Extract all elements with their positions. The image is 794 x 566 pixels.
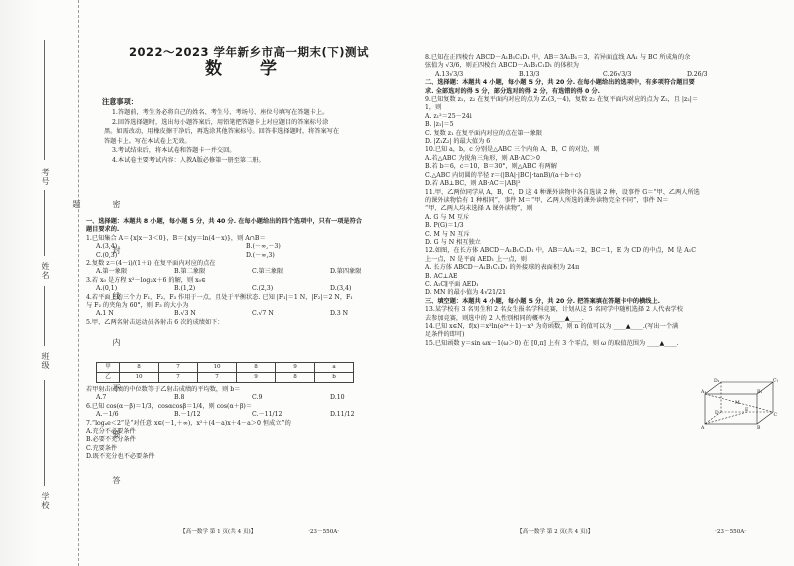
option-b: B.(－∞,－3) (246, 243, 281, 251)
option-d: D.3 N (330, 310, 349, 318)
label-class: 班级 (41, 352, 50, 370)
figure-label: D₁ (714, 379, 720, 384)
question-line: A. G 与 M 互斥 (425, 213, 470, 221)
question-line: 与 F₂ 的夹角为 60°，则 F₃ 的大小为 (86, 302, 189, 310)
figure-label: M (735, 401, 740, 406)
notice-item: 4.本试卷主要考试内容：人教A版必修第一册至第二册。 (112, 156, 265, 164)
option-c: C.第三象限 (252, 268, 284, 276)
table-cell: 10 (120, 373, 159, 383)
figure-label: D (715, 411, 719, 416)
table-cell: 8 (237, 363, 276, 373)
front-face (705, 394, 757, 424)
name-line (44, 190, 45, 256)
option-a: C.(0,3) (96, 251, 118, 259)
table-row (97, 373, 354, 383)
label-exam-no: 考号 (41, 168, 50, 186)
right-footer (517, 528, 746, 536)
option-d: D.11/12 (330, 411, 355, 419)
question-line: 7.“logₐe＜2”是“对任意 x∈(－1,＋∞)，x²＋(4－a)x＋4－a＞0 恒成立”的 (86, 419, 291, 427)
table-cell: a (315, 363, 354, 373)
notice-item: 黑。如需改动，用橡皮擦干净后，再选涂其他答案标号。回答非选择题时，将答案写在 (104, 128, 340, 136)
question-line: 的课外读物恰有 1 种相同”，事件 M＝“甲、乙两人所选的课外读物完全不同”，事件 N＝ (425, 196, 669, 204)
question-line: C. A₁C∥平面 AED₁ (425, 280, 479, 288)
option-d: D.第四象限 (330, 268, 362, 276)
section-heading: 题目要求的. (86, 226, 120, 234)
table-cell: 9 (237, 373, 276, 383)
question-line: 2.复数 z＝(4－i)/(1＋i) 在复平面内对应的点在 (86, 260, 216, 268)
notice-item: 1.答题前，考生务必将自己的姓名、考生号、考场号、座位号填写在答题卡上。 (112, 109, 329, 116)
option-row (86, 411, 414, 419)
table-cell: b (315, 373, 354, 383)
question-line: B. |z₁|＝5 (425, 121, 454, 129)
notice-heading: 注意事项： (102, 97, 138, 106)
question-line: C.充要条件 (86, 444, 118, 452)
question-line: “甲、乙两人均未选择 A 课外读物”，则 (425, 205, 533, 213)
question-line: 1，则 (425, 104, 442, 112)
option-c: C.26√3/3 (603, 70, 632, 78)
school-line (44, 380, 45, 486)
question-line: D. MN 的最小值为 4√21/21 (425, 289, 507, 297)
exam-subject: 数 学 (205, 59, 293, 79)
question-line: 若甲射击成绩的中位数等于乙射击成绩的平均数，则 b＝ (86, 386, 241, 393)
notice-item: 答题卡上。写在本试卷上无效。 (104, 137, 191, 145)
table-row (97, 363, 354, 373)
option-a: A.－1/6 (96, 411, 119, 419)
table-cell: 7 (159, 363, 198, 373)
question-line: 弦值为 √3/6，则正四棱台 ABCD－A₁B₁C₁D₁ 的体积为 (425, 62, 579, 70)
option-d: D.26/3 (687, 70, 708, 78)
figure-label: A (701, 426, 705, 431)
question-line: 15.已知函数 y＝sin ωx－1(ω＞0) 在 [0,π] 上有 3 个零点，则 ω 的取值范围为 ____▲____. (425, 339, 679, 347)
option-b: B.第二象限 (174, 268, 206, 276)
page-footer-text: 【高一数学 第 2 页(共 4 页)】 (517, 529, 594, 535)
option-a: A.(3,4) (96, 243, 118, 251)
questions-5-7 (86, 386, 414, 462)
seal-text: 密封线内不要答题 (72, 200, 121, 522)
option-b: B.(1,2) (174, 285, 196, 293)
question-line: 8.已知在正四棱台 ABCD－A₁B₁C₁D₁ 中，AB＝3A₁B₁＝3，若异面直线 AA₁ 与 BC 所成角的余 (425, 54, 691, 61)
question-line: A.若△ABC 为锐角三角形，则 AB·AC＞0 (425, 154, 540, 162)
option-c: C.(2,3) (252, 285, 274, 293)
ae-line (705, 412, 747, 424)
option-row (86, 310, 414, 318)
score-table (96, 362, 354, 383)
question-line: D. |Z₁Z₂| 的最大值为 6 (425, 138, 491, 146)
notice-item: 2.回答选择题时，选出每小题答案后，用铅笔把答题卡上对应题目的答案标号涂 (112, 118, 329, 126)
option-a: A.第一象限 (96, 268, 128, 276)
notice-list (104, 108, 412, 166)
class-line (44, 286, 45, 346)
question-line: 12.如图，在长方体 ABCD－A₁B₁C₁D₁ 中，AB＝AA₁＝2，BC＝1，E 为 CD 的中点，M 是 A₁C (425, 247, 696, 255)
score-table-wrap (96, 362, 354, 383)
question-line: B.必要不充分条件 (86, 436, 136, 444)
figure-label: E (745, 408, 749, 413)
option-d: D.(3,4) (330, 285, 352, 293)
question-line: 14.已知 x∈N，f(x)＝x²ln(e²ˣ＋1)－x³ 为奇函数，则 n 的值可以为 ____▲____.(写出一个满 (425, 323, 679, 330)
question-line: B. P(G)＝1/3 (425, 222, 464, 230)
option-b: B.8 (174, 394, 185, 402)
option-row (86, 252, 414, 260)
option-row (86, 394, 414, 402)
table-cell: 乙 (97, 373, 120, 383)
section-heading: 一、选择题：本题共 8 小题，每小题 5 分，共 40 分. 在每小题给出的四个选项中，只有一项是符合 (86, 218, 362, 225)
option-c: C.－11/12 (252, 411, 283, 419)
question-line: C. M 与 N 互斥 (425, 230, 470, 238)
figure-label: B₁ (757, 390, 763, 395)
table-cell: 7 (159, 373, 198, 383)
option-a: A.13√3/3 (435, 70, 464, 78)
question-line: A. z₁²＝25－24i (425, 112, 472, 120)
option-b: D.(－∞,3) (246, 251, 275, 259)
right-column (425, 0, 785, 566)
table-cell: 8 (120, 363, 159, 373)
option-row (425, 71, 785, 79)
option-b: B.13/3 (519, 70, 540, 78)
option-c: C.9 (252, 394, 263, 402)
question-line: D. G 与 N 相互独立 (425, 238, 481, 246)
question-line: 去参加竞赛，则选中的 2 人性别相同的概率为 ____▲____. (425, 314, 584, 322)
option-row (86, 243, 414, 251)
question-line: 9.已知复数 z₁，z₂ 在复平面内对应的点为 Z₁(3,－4)，复数 z₂ 在复平面内对应的点为 Z₂，且 |z₂|＝ (425, 96, 699, 104)
option-row (86, 285, 414, 293)
question-line: A. 长方体 ABCD－A₁B₁C₁D₁ 的外接球的表面积为 24π (425, 264, 580, 272)
exam-title: 2022～2023 学年新乡市高一期末(下)测试 (128, 45, 370, 59)
question-line: 1.已知集合 A＝{x|x－3＜0}，B＝{x|y＝ln(4－x)}，则 A∩B＝ (86, 234, 266, 242)
question-line: B. AC⊥AE (425, 272, 458, 280)
back-bottom-edge (757, 412, 773, 424)
option-a: A.(0,1) (96, 285, 118, 293)
question-line: B.若 b＝6，c＝10，B＝30°，则△ABC 有两解 (425, 163, 557, 171)
questions-8-15 (425, 54, 785, 348)
section-heading: 求. 全部选对的得 5 分，部分选对的得 2 分，有选错的得 0 分. (425, 87, 601, 95)
section-heading: 三、填空题：本题共 4 小题，每小题 5 分，共 20 分. 把答案填在答题卡中的横线上. (425, 297, 660, 305)
figure-label: B (757, 426, 761, 431)
table-cell: 8 (276, 373, 315, 383)
questions-1-5 (86, 218, 414, 327)
table-cell: 甲 (97, 363, 120, 373)
option-a: A.7 (96, 394, 107, 402)
page-footer-text: 【高一数学 第 1 页(共 4 页)】 (180, 529, 257, 535)
figure-label: C (773, 413, 778, 418)
option-d: D.10 (330, 394, 345, 402)
question-line: D.若 AB⊥BC，则 AB·AC＝|AB|² (425, 180, 521, 188)
notice-item: 3.考试结束后，将本试卷和答题卡一并交回。 (112, 147, 236, 155)
exam-no-line (44, 40, 45, 160)
table-cell: 7 (198, 373, 237, 383)
question-line: C. 复数 z₁ 在复平面内对应的点在第一象限 (425, 129, 543, 137)
question-line: A.充分不必要条件 (86, 428, 136, 436)
question-line: D.既不充分也不必要条件 (86, 453, 155, 461)
option-b: B.－1/12 (174, 411, 201, 419)
left-column (84, 0, 414, 566)
option-c: C.√7 N (252, 310, 274, 318)
paper-code: ·23－550A· (715, 529, 747, 535)
question-line: 3.若 x₀ 是方程 x²－log₂x＋6 的解，则 x₀∈ (86, 276, 206, 284)
question-line: 13.某学校有 3 名男生和 2 名女生报名学科竞赛，计划从这 5 名同学中随机选择 2 人代表学校 (425, 306, 683, 314)
option-b: B.√3 N (174, 310, 196, 318)
table-cell: 9 (276, 363, 315, 373)
question-line: 11.甲、乙两位同学从 A，B，C，D 这 4 种课外读物中各自选读 2 种，设事件 G＝“甲、乙两人所选 (425, 188, 700, 196)
question-line: C.△ABC 内切圆的半径 r＝(|BA|·|BC|·tanB)/(a＋b＋c) (425, 171, 581, 179)
left-footer (180, 528, 339, 536)
cuboid-figure (701, 378, 777, 430)
label-name: 姓名 (41, 262, 50, 280)
section-heading: 二、选择题：本题共 4 小题，每小题 5 分，共 20 分. 在每小题给出的选项中，有多项符合题目要 (425, 79, 695, 87)
question-line: 6.已知 cos(α－β)＝1/3，cosαcosβ＝1/4，则 cos(α＋β)＝ (86, 402, 253, 410)
question-line: 4.若平面上的三个力 F₁，F₂，F₃ 作用于一点，且处于平衡状态. 已知 |F₁|＝1 N，|F₂|＝2 N，F₁ (86, 293, 353, 301)
question-line: 10.已知 a，b，c 分别是△ABC 三个内角 A，B，C 的对边，则 (425, 146, 600, 154)
figure-label: C₁ (773, 378, 779, 384)
option-a: A.1 N (96, 310, 114, 318)
question-line: 上一点，N 是平面 AED₁ 上一点，则 (425, 255, 527, 263)
paper-code: ·23－550A· (308, 529, 340, 535)
figure-label: A₁ (701, 390, 707, 395)
label-school: 学校 (41, 492, 50, 510)
question-line: 足条件的即可) (425, 331, 465, 339)
table-cell: 10 (198, 363, 237, 373)
option-row (86, 268, 414, 276)
question-line: 5.甲、乙两名射击运动员各射击 6 次的成绩如下： (86, 318, 224, 326)
